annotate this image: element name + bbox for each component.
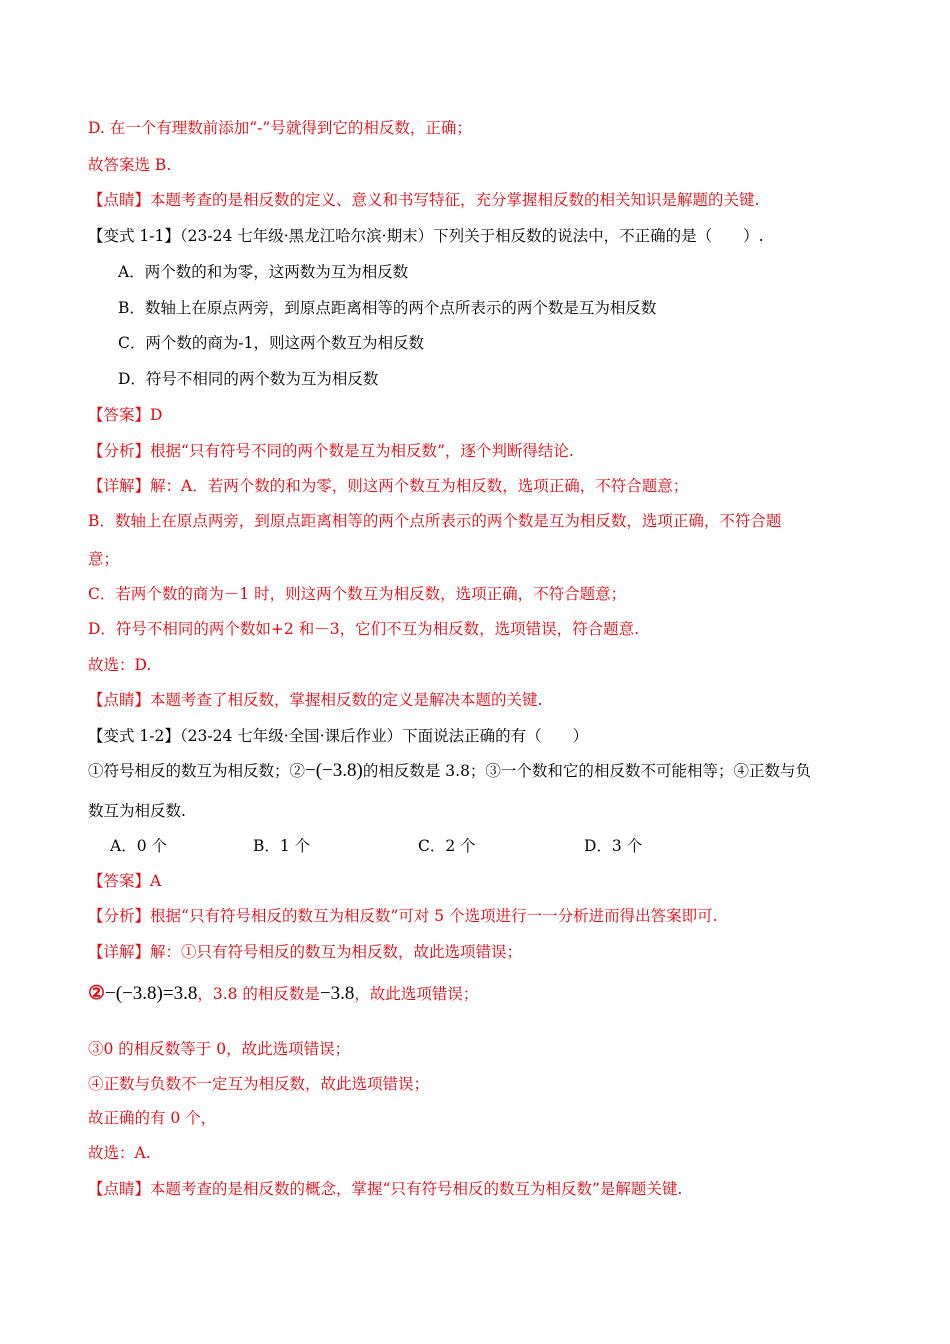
analysis-text: 根据“只有符号不同的两个数是互为相反数”，逐个判断得结论.: [150, 442, 574, 460]
q2-options: [110, 835, 642, 857]
detail-math-1: −(−3.8)=3.8: [105, 983, 198, 1004]
q2-detail-6: 故选：A.: [88, 1144, 151, 1162]
q2-stem: [88, 725, 588, 747]
q2-detail-3: ③0 的相反数等于 0，故此选项错误；: [88, 1040, 351, 1058]
q1-stem-text: （23-24 七年级·黑龙江哈尔滨·期末）下列关于相反数的说法中，不正确的是（ ）.: [179, 227, 764, 245]
q2-detail-2: [88, 978, 478, 1009]
q1-comment: [88, 689, 542, 711]
q1-analysis: [88, 440, 574, 462]
q2-analysis: [88, 905, 718, 927]
detail-math-2: −3.8: [319, 983, 355, 1004]
prev-comment: [88, 189, 759, 211]
q1-option-c: C．两个数的商为-1，则这两个数互为相反数: [118, 334, 424, 352]
detail-text-2: ，故此选项错误；: [354, 985, 479, 1003]
detail-text: 解：①只有符号相反的数互为相反数，故此选项错误；: [150, 943, 523, 961]
q2-body-line-2: 数互为相反数.: [88, 802, 186, 820]
q1-detail-2: B．数轴上在原点两旁，到原点距离相等的两个点所表示的两个数是互为相反数，选项正确，不符合题: [88, 512, 782, 530]
answer-value: A: [150, 872, 162, 890]
q2-stem-text: （23-24 七年级·全国·课后作业）下面说法正确的有（ ）: [179, 727, 589, 745]
analysis-text: 根据“只有符号相反的数互为相反数”可对 5 个选项进行一一分析进而得出答案即可.: [150, 907, 718, 925]
detail-tag: 【详解】: [88, 477, 151, 495]
q1-answer: [88, 404, 162, 426]
q1-tag: 【变式 1-1】: [88, 227, 180, 245]
answer-value: D: [150, 406, 163, 424]
prev-answer: 故答案选 B.: [88, 156, 172, 174]
q1-option-a: A．两个数的和为零，这两数为互为相反数: [118, 263, 409, 281]
q2-body-text-2: 的相反数是 3.8；③一个数和它的相反数不可能相等；④正数与负: [362, 762, 811, 780]
detail-tag: 【详解】: [88, 943, 151, 961]
comment-tag: 【点睛】: [88, 191, 151, 209]
q1-option-d: D．符号不相同的两个数为互为相反数: [118, 370, 379, 388]
comment-text: 本题考查的是相反数的概念，掌握“只有符号相反的数互为相反数”是解题关键.: [150, 1180, 683, 1198]
q2-option-a: A．0 个: [110, 837, 167, 855]
q1-detail-4: C．若两个数的商为－1 时，则这两个数互为相反数，选项正确，不符合题意；: [88, 585, 627, 603]
q1-detail-5: D．符号不相同的两个数如+2 和－3，它们不互为相反数，选项错误，符合题意.: [88, 620, 639, 638]
q2-option-c: C．2 个: [418, 837, 476, 855]
q2-option-d: D．3 个: [584, 837, 643, 855]
analysis-tag: 【分析】: [88, 442, 151, 460]
q2-answer: [88, 870, 161, 892]
q2-comment: [88, 1178, 682, 1200]
q1-option-b: B．数轴上在原点两旁，到原点距离相等的两个点所表示的两个数是互为相反数: [118, 299, 657, 317]
q2-detail-4: ④正数与负数不一定互为相反数，故此选项错误；: [88, 1075, 430, 1093]
q2-body-line-1: [88, 760, 811, 782]
q2-detail-1: [88, 941, 522, 963]
q1-detail-1: [88, 475, 688, 497]
q1-detail-3: 意；: [88, 550, 120, 568]
circled-two-mark: ②: [88, 982, 106, 1004]
answer-tag: 【答案】: [88, 872, 151, 890]
analysis-tag: 【分析】: [88, 907, 151, 925]
q2-body-text-1: ①符号相反的数互为相反数；②: [88, 762, 306, 780]
q2-tag: 【变式 1-2】: [88, 727, 180, 745]
comment-text: 本题考查了相反数，掌握相反数的定义是解决本题的关键.: [150, 691, 543, 709]
q2-body-math: −(−3.8): [305, 760, 363, 781]
comment-tag: 【点睛】: [88, 691, 151, 709]
detail-text: 解：A．若两个数的和为零，则这两个数互为相反数，选项正确，不符合题意；: [150, 477, 689, 495]
q1-stem: [88, 225, 764, 247]
q1-detail-6: 故选：D.: [88, 656, 152, 674]
answer-tag: 【答案】: [88, 406, 151, 424]
comment-tag: 【点睛】: [88, 1180, 151, 1198]
q2-detail-5: 故正确的有 0 个，: [88, 1109, 217, 1127]
q2-option-b: B．1 个: [253, 837, 311, 855]
comment-text: 本题考查的是相反数的定义、意义和书写特征，充分掌握相反数的相关知识是解题的关键.: [150, 191, 760, 209]
prev-option-d: D. 在一个有理数前添加“-”号就得到它的相反数，正确；: [88, 119, 472, 137]
detail-text-1: ，3.8 的相反数是: [197, 985, 320, 1003]
